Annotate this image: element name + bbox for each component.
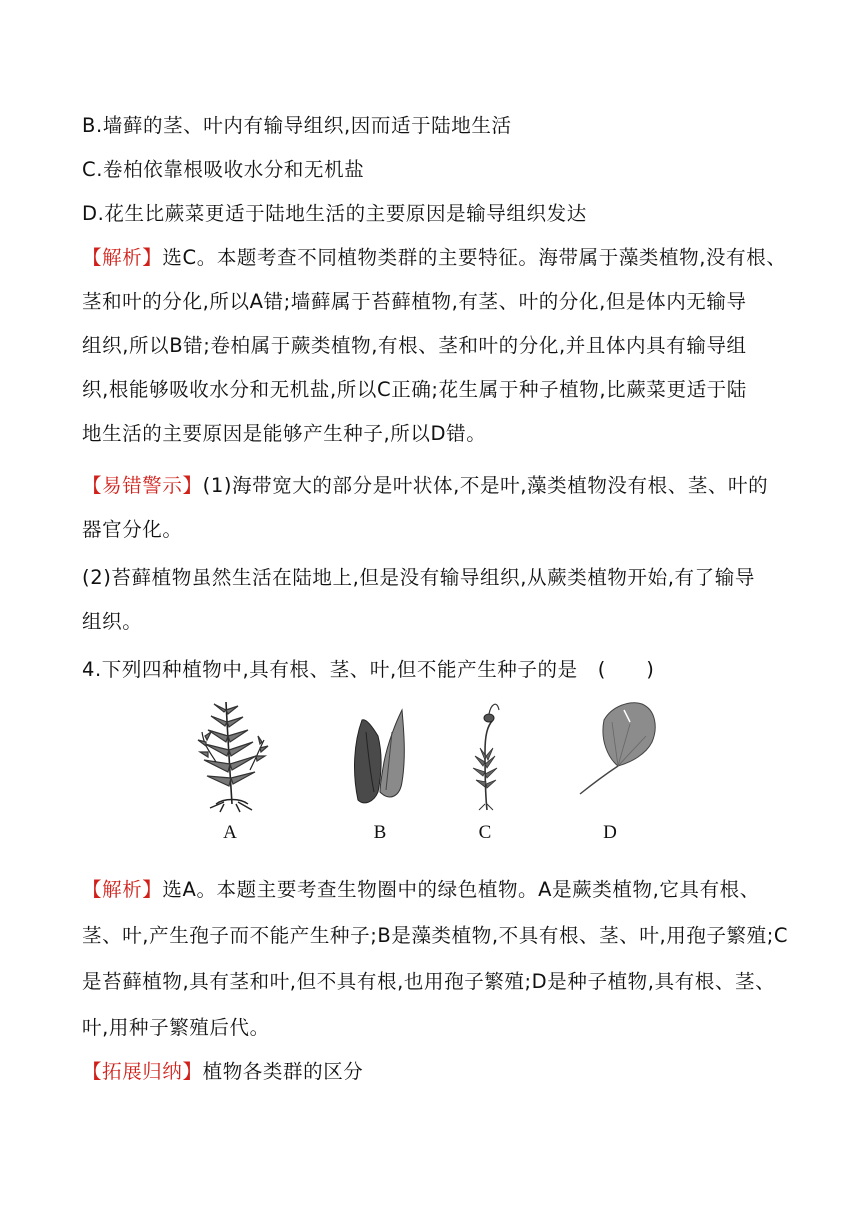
warning-paragraph xyxy=(82,472,782,500)
text-line: 组织。 xyxy=(82,610,143,633)
figure-a-label: A xyxy=(223,822,237,843)
figure-b xyxy=(330,692,430,852)
option-c: C.卷柏依靠根吸收水分和无机盐 xyxy=(82,158,365,181)
analysis-text: 选C。本题考查不同植物类群的主要特征。海带属于藻类植物,没有根、 xyxy=(162,246,787,269)
kelp-icon xyxy=(330,692,430,822)
option-d: D.花生比蕨菜更适于陆地生活的主要原因是输导组织发达 xyxy=(82,202,587,225)
figure-d-label: D xyxy=(603,822,617,843)
text-line: 茎、叶,产生孢子而不能产生种子;B是藻类植物,不具有根、茎、叶,用孢子繁殖;C xyxy=(82,924,789,947)
figure-b-label: B xyxy=(373,822,387,843)
figure-a xyxy=(180,692,280,852)
analysis-tag: 【解析】 xyxy=(82,246,163,269)
text-line: 茎和叶的分化,所以A错;墙藓属于苔藓植物,有茎、叶的分化,但是体内无输导 xyxy=(82,290,747,313)
text-line: 叶,用种子繁殖后代。 xyxy=(82,1016,270,1039)
extension-paragraph xyxy=(82,1058,782,1086)
warning-text: (1)海带宽大的部分是叶状体,不是叶,藻类植物没有根、茎、叶的 xyxy=(202,474,769,497)
text-line: (2)苔藓植物虽然生活在陆地上,但是没有输导组织,从蕨类植物开始,有了输导 xyxy=(82,566,755,589)
text-line: 组织,所以B错;卷柏属于蕨类植物,有根、茎和叶的分化,并且体内具有输导组 xyxy=(82,334,747,357)
text-line: 织,根能够吸收水分和无机盐,所以C正确;花生属于种子植物,比蕨菜更适于陆 xyxy=(82,378,747,401)
text-line: 地生活的主要原因是能够产生种子,所以D错。 xyxy=(82,422,487,445)
text-line: 是苔藓植物,具有茎和叶,但不具有根,也用孢子繁殖;D是种子植物,具有根、茎、 xyxy=(82,970,776,993)
analysis-tag: 【解析】 xyxy=(82,878,163,901)
fern-icon xyxy=(180,692,280,822)
extension-tag: 【拓展归纳】 xyxy=(82,1060,203,1083)
option-b: B.墙藓的茎、叶内有输导组织,因而适于陆地生活 xyxy=(82,114,512,137)
ginkgo-leaf-icon xyxy=(560,692,660,822)
text-line: 器官分化。 xyxy=(82,518,183,541)
analysis-paragraph-1 xyxy=(82,244,787,272)
moss-icon xyxy=(435,692,535,822)
warning-tag: 【易错警示】 xyxy=(82,474,203,497)
question-4: 4.下列四种植物中,具有根、茎、叶,但不能产生种子的是 ( ) xyxy=(82,658,655,681)
analysis-paragraph-2 xyxy=(82,876,782,904)
figure-d xyxy=(560,692,660,852)
analysis-text: 选A。本题主要考查生物圈中的绿色植物。A是蕨类植物,它具有根、 xyxy=(162,878,760,901)
extension-text: 植物各类群的区分 xyxy=(202,1060,364,1083)
figure-c xyxy=(435,692,535,852)
plant-figures xyxy=(180,692,700,852)
figure-c-label: C xyxy=(478,822,492,843)
